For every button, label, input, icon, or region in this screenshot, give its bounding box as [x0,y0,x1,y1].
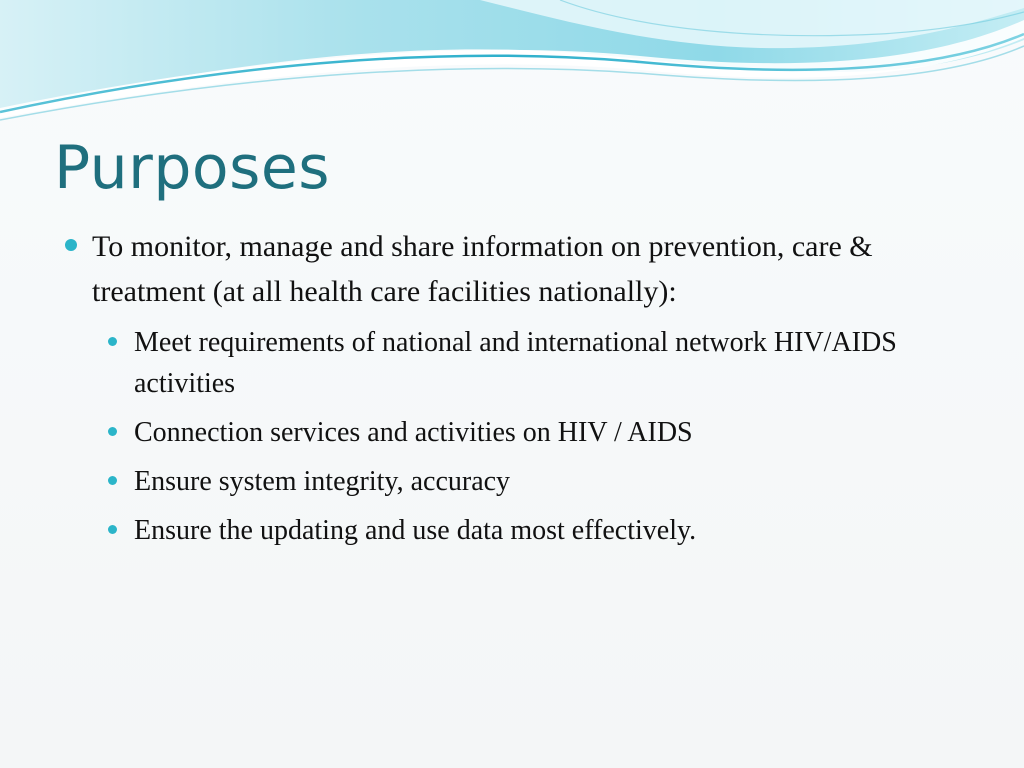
sub-bullet-point [102,412,960,453]
sub-bullet-point [102,510,960,551]
sub-bullet-point [102,461,960,502]
main-bullet-text: To monitor, manage and share information on prevention, care & treatment (at all health care facilities nationally): [92,230,873,308]
sub-bullet-text: Ensure the updating and use data most effectively. [134,515,697,546]
bullet-icon [108,525,117,534]
bullet-icon [108,476,117,485]
slide-body [60,224,960,559]
sub-bullet-text: Connection services and activities on HIV / AIDS [134,417,693,448]
bullet-icon [65,239,77,251]
main-bullet-point [60,224,960,314]
bullet-icon [108,337,117,346]
decorative-wave-header [0,0,1024,130]
bullet-icon [108,427,117,436]
sub-bullet-text: Ensure system integrity, accuracy [134,466,511,497]
sub-bullet-point [102,322,960,404]
sub-bullet-list [60,322,960,551]
slide-title: Purposes [54,133,331,203]
sub-bullet-text: Meet requirements of national and international network HIV/AIDS activities [134,327,897,399]
